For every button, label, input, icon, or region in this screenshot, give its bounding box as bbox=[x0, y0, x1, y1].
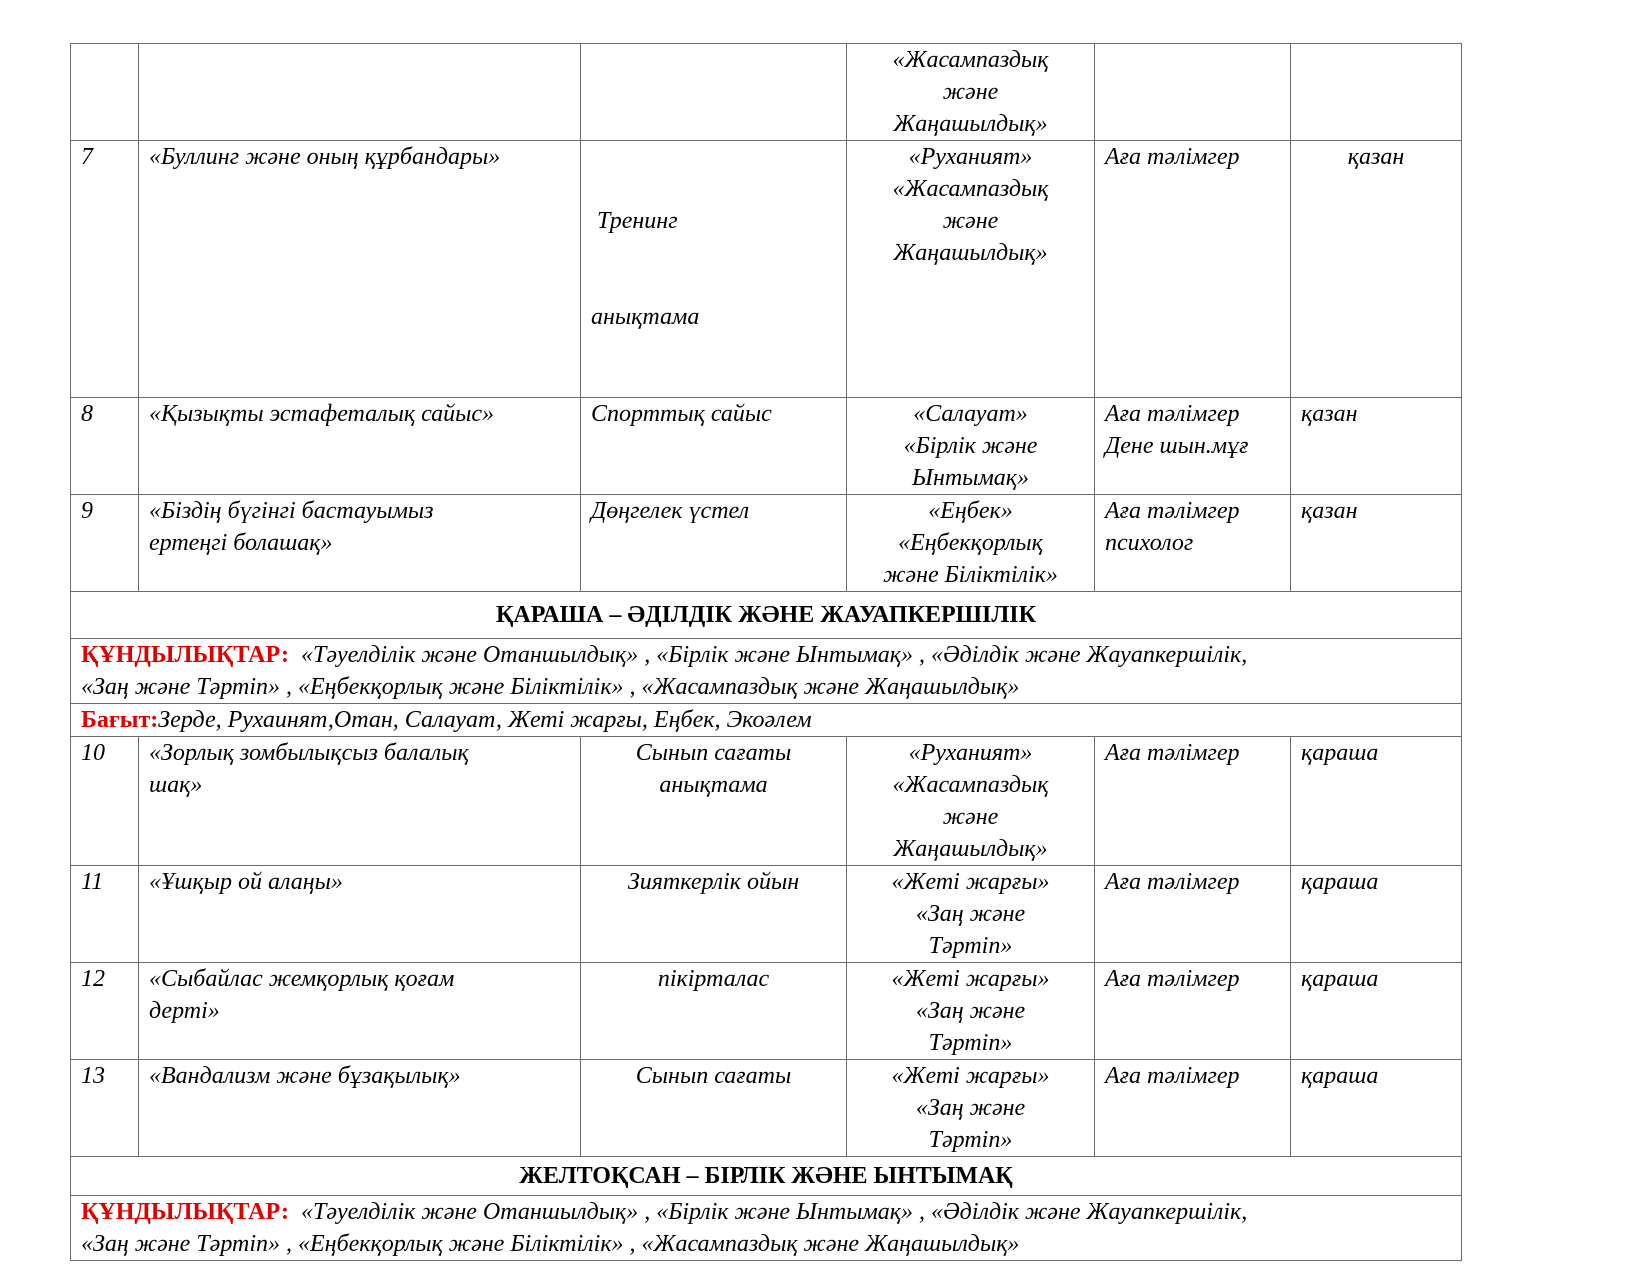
form-line: анықтама bbox=[591, 304, 700, 330]
table-row bbox=[71, 141, 1462, 398]
values-label: ҚҰНДЫЛЫҚТАР: bbox=[81, 1199, 290, 1225]
table-row bbox=[71, 1060, 1462, 1157]
timeframe: қараша bbox=[1291, 737, 1462, 866]
event-form bbox=[581, 866, 847, 963]
value-line: «Руханият» bbox=[908, 144, 1033, 170]
row-number: 12 bbox=[71, 963, 139, 1060]
responsible-line: Аға тәлімгер bbox=[1105, 966, 1240, 992]
responsible-line: психолог bbox=[1105, 530, 1194, 556]
title-line: дерті» bbox=[149, 998, 220, 1024]
title-line: «Сыбайлас жемқорлық қоғам bbox=[149, 966, 455, 992]
event-title bbox=[139, 963, 581, 1060]
value-line: «Заң және bbox=[915, 998, 1026, 1024]
timeframe: қазан bbox=[1291, 398, 1462, 495]
timeframe: қазан bbox=[1291, 495, 1462, 592]
values-row bbox=[71, 639, 1462, 704]
value-line: «Жеті жарғы» bbox=[891, 966, 1050, 992]
event-values bbox=[847, 398, 1095, 495]
event-title bbox=[139, 141, 581, 398]
values-cell bbox=[71, 639, 1462, 704]
value-line: «Бірлік және bbox=[903, 433, 1038, 459]
direction-cell bbox=[71, 704, 1462, 737]
form-line: Сынып сағаты bbox=[635, 740, 792, 766]
value-line: «Жасампаздық bbox=[892, 47, 1049, 73]
value-line: Жаңашылдық» bbox=[893, 111, 1048, 137]
direction-row bbox=[71, 704, 1462, 737]
section-heading-row bbox=[71, 592, 1462, 639]
title-line: «Буллинг және оның құрбандары» bbox=[149, 144, 501, 170]
event-title bbox=[139, 1060, 581, 1157]
form-line: Спорттық сайыс bbox=[591, 401, 772, 427]
event-form bbox=[581, 495, 847, 592]
table-row bbox=[71, 963, 1462, 1060]
responsible bbox=[1095, 141, 1291, 398]
event-form bbox=[581, 141, 847, 398]
title-line: шақ» bbox=[149, 772, 203, 798]
value-line: «Заң және bbox=[915, 901, 1026, 927]
row-number: 7 bbox=[71, 141, 139, 398]
value-line: және Біліктілік» bbox=[883, 562, 1058, 588]
value-line: «Жеті жарғы» bbox=[891, 1063, 1050, 1089]
value-line: Тәртіп» bbox=[928, 1127, 1013, 1153]
responsible bbox=[1095, 398, 1291, 495]
responsible-line: Дене шын.мұғ bbox=[1105, 433, 1249, 459]
title-line: «Біздің бүгінгі бастауымыз bbox=[149, 498, 434, 524]
responsible-line: Аға тәлімгер bbox=[1105, 144, 1240, 170]
values-text-line1: «Тәуелділік және Отаншылдық» , «Бірлік және Ынтымақ» , «Әділдік және Жауапкершілік, bbox=[289, 642, 1248, 668]
row-number: 11 bbox=[71, 866, 139, 963]
title-line: ертеңгі болашақ» bbox=[149, 530, 333, 556]
event-values bbox=[847, 141, 1095, 398]
values-row bbox=[71, 1196, 1462, 1261]
responsible-line: Аға тәлімгер bbox=[1105, 869, 1240, 895]
timeframe: қазан bbox=[1291, 141, 1462, 398]
form-line: Тренинг bbox=[591, 208, 678, 234]
row-number bbox=[71, 44, 139, 141]
event-values bbox=[847, 1060, 1095, 1157]
event-title bbox=[139, 44, 581, 141]
value-line: және bbox=[942, 804, 999, 830]
table-row bbox=[71, 495, 1462, 592]
responsible bbox=[1095, 495, 1291, 592]
value-line: Жаңашылдық» bbox=[893, 836, 1048, 862]
event-title bbox=[139, 737, 581, 866]
value-line: Жаңашылдық» bbox=[893, 240, 1048, 266]
values-text-line2: «Заң және Тәртіп» , «Еңбекқорлық және Біліктілік» , «Жасампаздық және Жаңашылдық» bbox=[81, 674, 1020, 700]
values-cell bbox=[71, 1196, 1462, 1261]
event-title bbox=[139, 866, 581, 963]
event-values bbox=[847, 737, 1095, 866]
title-line: «Қызықты эстафеталық сайыс» bbox=[149, 401, 495, 427]
form-line: Сынып сағаты bbox=[635, 1063, 792, 1089]
value-line: және bbox=[942, 79, 999, 105]
title-line: «Ұшқыр ой алаңы» bbox=[149, 869, 343, 895]
responsible bbox=[1095, 1060, 1291, 1157]
event-form bbox=[581, 1060, 847, 1157]
event-form bbox=[581, 963, 847, 1060]
row-number: 13 bbox=[71, 1060, 139, 1157]
section-heading-row bbox=[71, 1157, 1462, 1196]
row-number: 9 bbox=[71, 495, 139, 592]
timeframe bbox=[1291, 44, 1462, 141]
values-text-line2: «Заң және Тәртіп» , «Еңбекқорлық және Біліктілік» , «Жасампаздық және Жаңашылдық» bbox=[81, 1231, 1020, 1257]
value-line: Тәртіп» bbox=[928, 933, 1013, 959]
value-line: Тәртіп» bbox=[928, 1030, 1013, 1056]
value-line: және bbox=[942, 208, 999, 234]
direction-label: Бағыт: bbox=[81, 707, 159, 733]
responsible-line: Аға тәлімгер bbox=[1105, 498, 1240, 524]
value-line: «Заң және bbox=[915, 1095, 1026, 1121]
activity-plan-table bbox=[70, 43, 1462, 1261]
responsible bbox=[1095, 866, 1291, 963]
value-line: «Жасампаздық bbox=[892, 176, 1049, 202]
value-line: «Руханият» bbox=[908, 740, 1033, 766]
form-line: Зияткерлік ойын bbox=[627, 869, 800, 895]
row-number: 8 bbox=[71, 398, 139, 495]
event-values bbox=[847, 495, 1095, 592]
direction-text: Зерде, Рухаинят,Отан, Салауат, Жеті жарғы, Еңбек, Экоәлем bbox=[158, 707, 812, 733]
table-row bbox=[71, 398, 1462, 495]
row-number: 10 bbox=[71, 737, 139, 866]
timeframe: қараша bbox=[1291, 963, 1462, 1060]
table-row bbox=[71, 737, 1462, 866]
title-line: «Вандализм және бұзақылық» bbox=[149, 1063, 461, 1089]
responsible bbox=[1095, 44, 1291, 141]
responsible-line: Аға тәлімгер bbox=[1105, 401, 1240, 427]
form-line: анықтама bbox=[659, 772, 768, 798]
table-row bbox=[71, 44, 1462, 141]
form-line: пікірталас bbox=[657, 966, 770, 992]
table-row bbox=[71, 866, 1462, 963]
month-heading: ЖЕЛТОҚСАН – БІРЛІК ЖӘНЕ ЫНТЫМАҚ bbox=[71, 1157, 1462, 1196]
event-values bbox=[847, 963, 1095, 1060]
event-form bbox=[581, 398, 847, 495]
month-heading: ҚАРАША – ӘДІЛДІК ЖӘНЕ ЖАУАПКЕРШІЛІК bbox=[71, 592, 1462, 639]
value-line: «Жасампаздық bbox=[892, 772, 1049, 798]
value-line: «Жеті жарғы» bbox=[891, 869, 1050, 895]
responsible bbox=[1095, 963, 1291, 1060]
value-line: Ынтымақ» bbox=[912, 465, 1029, 491]
responsible-line: Аға тәлімгер bbox=[1105, 740, 1240, 766]
timeframe: қараша bbox=[1291, 1060, 1462, 1157]
values-label: ҚҰНДЫЛЫҚТАР: bbox=[81, 642, 290, 668]
responsible-line: Аға тәлімгер bbox=[1105, 1063, 1240, 1089]
value-line: «Еңбек» bbox=[928, 498, 1013, 524]
values-text-line1: «Тәуелділік және Отаншылдық» , «Бірлік және Ынтымақ» , «Әділдік және Жауапкершілік, bbox=[289, 1199, 1248, 1225]
value-line: «Салауат» bbox=[913, 401, 1028, 427]
event-values bbox=[847, 866, 1095, 963]
event-form bbox=[581, 44, 847, 141]
timeframe: қараша bbox=[1291, 866, 1462, 963]
value-line: «Еңбекқорлық bbox=[898, 530, 1043, 556]
title-line: «Зорлық зомбылықсыз балалық bbox=[149, 740, 469, 766]
event-title bbox=[139, 495, 581, 592]
event-form bbox=[581, 737, 847, 866]
responsible bbox=[1095, 737, 1291, 866]
event-values bbox=[847, 44, 1095, 141]
event-title bbox=[139, 398, 581, 495]
form-line: Дөңгелек үстел bbox=[591, 498, 750, 524]
